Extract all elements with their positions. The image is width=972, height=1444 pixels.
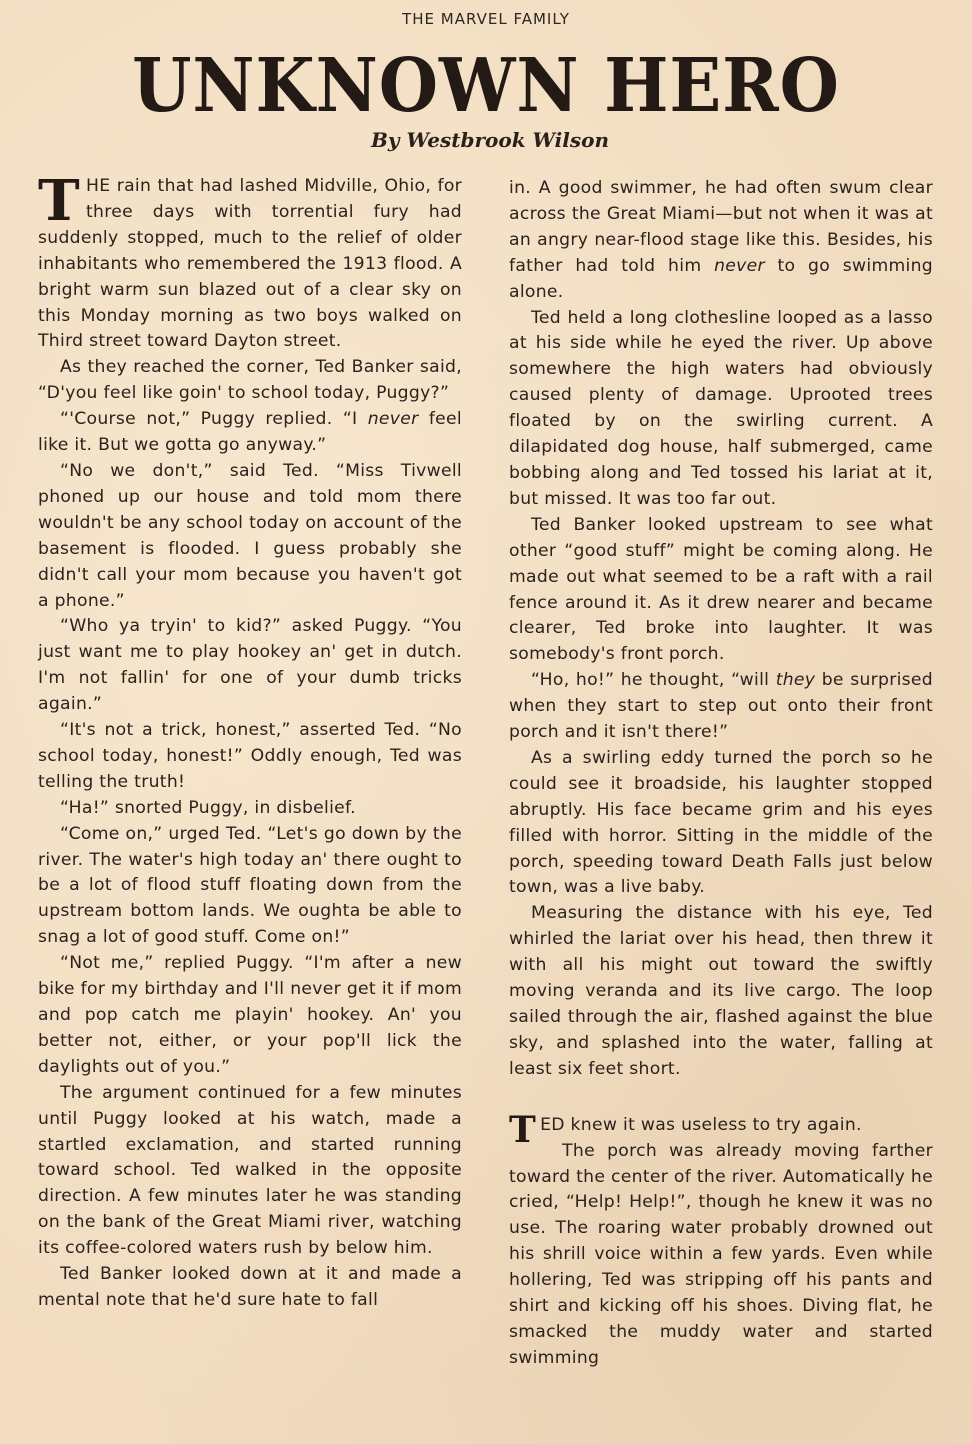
paragraph: Ted held a long clothesline looped as a lasso at his side while he eyed the river. Up above somewhere the high waters had obviously caused plenty of damage. Uprooted trees floated by on the swirling current. A dilapidated dog house, half submerged, came bobbing along and Ted tossed his lariat at it, but missed. It was too far out. bbox=[509, 307, 933, 509]
paragraph: “Ho, ho!” he thought, “will they be surprised when they start to step out onto their front porch and it isn't there!” bbox=[509, 670, 933, 743]
paragraph: “Not me,” replied Puggy. “I'm after a new bike for my birthday and I'll never get it if mom and pop catch me playin' hookey. An' you better not, either, or your pop'll lick the daylights out of you.” bbox=[38, 953, 462, 1077]
paragraph: “Who ya tryin' to kid?” asked Puggy. “You just want me to play hookey an' get in dutch. I'm not fallin' for one of your dumb tricks again.” bbox=[38, 616, 462, 715]
drop-cap: T bbox=[509, 1108, 537, 1151]
byline: By Westbrook Wilson bbox=[370, 128, 609, 152]
paragraph: The porch was already moving farther toward the center of the river. Automatically he cried, “Help! Help!”, though he knew it was no use. The roaring water probably drowned out his shrill voice within a few yards. Even while hollering, Ted was stripping off his pants and shirt and kicking off his shoes. Diving flat, he smacked the muddy water and started swimming bbox=[509, 1140, 933, 1368]
paragraph: Ted Banker looked down at it and made a mental note that he'd sure hate to fall bbox=[38, 1264, 462, 1310]
paragraph: “Come on,” urged Ted. “Let's go down by the river. The water's high today an' there ought to be a lot of flood stuff floating down from the upstream bottom lands. We oughta be able to snag a lot of good stuff. Come on!” bbox=[38, 823, 462, 948]
drop-cap: T bbox=[38, 168, 80, 234]
paragraph: “It's not a trick, honest,” asserted Ted. “No school today, honest!” Oddly enough, Ted was telling the truth! bbox=[38, 720, 462, 792]
paragraph: in. A good swimmer, he had often swum clear across the Great Miami—but not when it was at an angry near-flood stage like this. Besides, his father had told him never to go swimming alone. bbox=[509, 178, 934, 302]
paragraph: As a swirling eddy turned the porch so he could see it broadside, his laughter stopped abruptly. His face became grim and his eyes filled with horror. Sitting in the middle of the porch, speeding toward Death Falls just below town, was a live baby. bbox=[509, 747, 933, 898]
paragraph: As they reached the corner, Ted Banker said, “D'you feel like goin' to school today, Puggy?” bbox=[38, 357, 462, 404]
paragraph: “No we don't,” said Ted. “Miss Tivwell phoned up our house and told mom there wouldn't be any school today on account of the basement is flooded. I guess probably she didn't call your mom because you haven't got a phone.” bbox=[38, 460, 462, 611]
paragraph: “Ha!” snorted Puggy, in disbelief. bbox=[60, 797, 356, 818]
paragraph: The argument continued for a few minutes until Puggy looked at his watch, made a startled exclamation, and started running toward school. Ted walked in the opposite direction. A few minutes later he was standing on the bank of the Great Miami river, watching its coffee-colored waters rush by below him. bbox=[38, 1082, 462, 1259]
left-column bbox=[38, 168, 462, 1314]
paragraph: Measuring the distance with his eye, Ted whirled the lariat over his head, then threw it with all his might out toward the swiftly moving veranda and its live cargo. The loop sailed through the air, flashed against the blue sky, and splashed into the water, falling at least six feet short. bbox=[509, 903, 933, 1079]
paragraph: TED knew it was useless to try again. bbox=[509, 1108, 862, 1151]
running-header: THE MARVEL FAMILY bbox=[402, 10, 570, 28]
paragraph: THE rain that had lashed Midville, Ohio, for three days with torrential fury had suddenly stopped, much to the relief of older inhabitants who remembered the 1913 flood. A bright warm sun blazed out of a clear sky on this Monday morning as two boys walked on Third street toward Dayton street. bbox=[38, 168, 462, 352]
paragraph: “'Course not,” Puggy replied. “I never feel like it. But we gotta go anyway.” bbox=[38, 409, 462, 456]
section-break bbox=[509, 1083, 933, 1113]
story-title: UNKNOWN HERO bbox=[132, 43, 840, 129]
right-column bbox=[509, 176, 933, 1372]
paragraph: Ted Banker looked upstream to see what other “good stuff” might be coming along. He made out what seemed to be a raft with a rail fence around it. As it drew nearer and became clearer, Ted broke into laughter. It was somebody's front porch. bbox=[509, 514, 933, 665]
